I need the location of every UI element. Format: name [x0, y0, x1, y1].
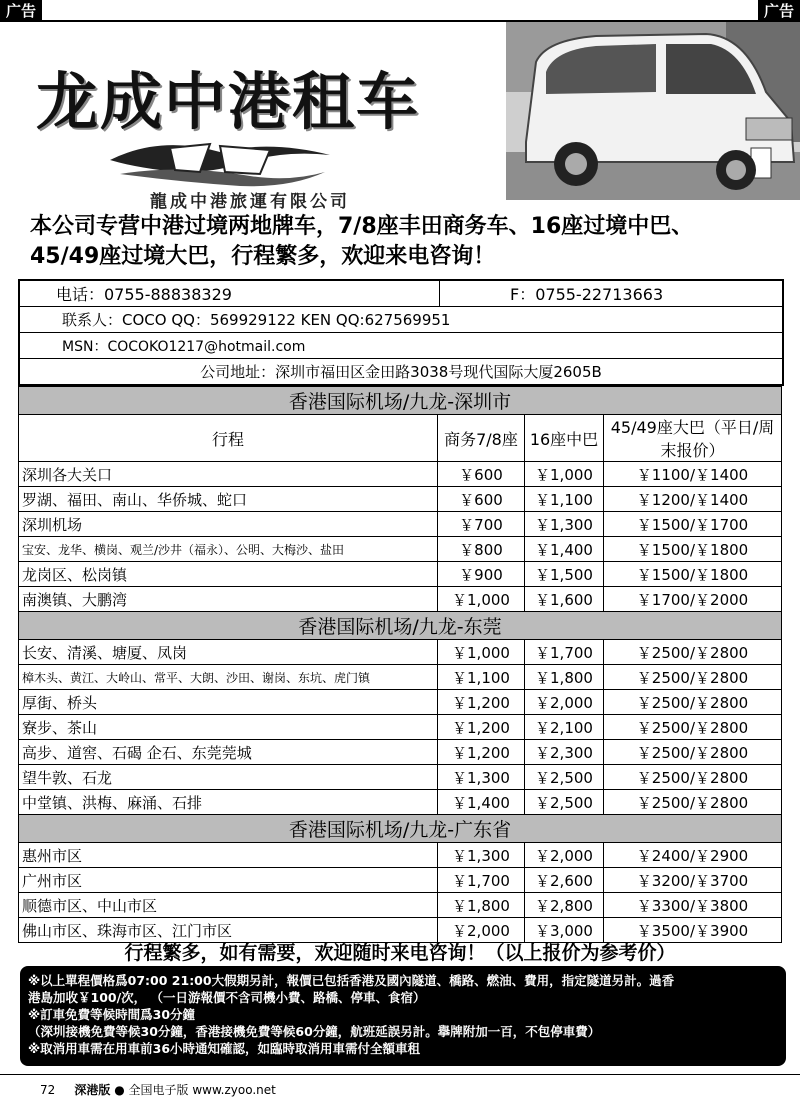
price-minibus: ￥3,000: [525, 918, 604, 943]
column-minibus: 16座中巴: [525, 415, 604, 462]
price-minibus: ￥1,500: [525, 562, 604, 587]
enquiry-line: 行程繁多，如有需要，欢迎随时来电咨询！（以上报价为参考价）: [124, 942, 676, 964]
price-coach: ￥1700/￥2000: [604, 587, 782, 612]
route-cell: 罗湖、福田、南山、华侨城、蛇口: [19, 487, 438, 512]
terms-notes: [20, 966, 786, 1066]
price-business: ￥1,300: [438, 843, 525, 868]
price-coach: ￥2500/￥2800: [604, 765, 782, 790]
contact-row-phone: [20, 281, 782, 307]
route-cell: 宝安、龙华、横岗、观兰/沙井（福永）、公明、大梅沙、盐田: [19, 537, 438, 562]
section-header: [19, 612, 782, 640]
price-coach: ￥2500/￥2800: [604, 665, 782, 690]
table-row: [19, 512, 782, 537]
route-cell: 深圳机场: [19, 512, 438, 537]
page-footer: [0, 1074, 800, 1098]
page-number: 72: [40, 1083, 56, 1097]
price-business: ￥1,800: [438, 893, 525, 918]
route-cell: 顺德市区、中山市区: [19, 893, 438, 918]
table-row: [19, 868, 782, 893]
price-minibus: ￥2,500: [525, 790, 604, 815]
note-line: ※以上單程價格爲07:00 21:00大假期另計，報價已包括香港及國內隧道、橋路、燃油、費用，指定隧道另計。過香: [28, 973, 675, 988]
price-minibus: ￥1,600: [525, 587, 604, 612]
ad-label-left: 广告: [0, 0, 42, 22]
contact-msn: MSN：COCOKO1217@hotmail.com: [62, 338, 306, 355]
price-minibus: ￥2,100: [525, 715, 604, 740]
price-minibus: ￥1,000: [525, 462, 604, 487]
price-business: ￥1,100: [438, 665, 525, 690]
price-minibus: ￥1,700: [525, 640, 604, 665]
price-coach: ￥2400/￥2900: [604, 843, 782, 868]
contact-row-people: [20, 307, 782, 333]
table-row: [19, 740, 782, 765]
intro-text: [30, 212, 790, 272]
brand-title: 龙成中港租车: [36, 65, 421, 138]
price-coach: ￥3300/￥3800: [604, 893, 782, 918]
table-row: [19, 790, 782, 815]
price-coach: ￥2500/￥2800: [604, 715, 782, 740]
section-header: [19, 387, 782, 415]
price-business: ￥1,000: [438, 587, 525, 612]
intro-line-2: 45/49座过境大巴，行程繁多，欢迎来电咨询！: [30, 244, 496, 269]
column-header-row: [19, 415, 782, 462]
contact-row-msn: [20, 333, 782, 359]
table-row: [19, 690, 782, 715]
price-business: ￥2,000: [438, 918, 525, 943]
price-business: ￥1,200: [438, 740, 525, 765]
price-coach: ￥2500/￥2800: [604, 790, 782, 815]
price-business: ￥1,300: [438, 765, 525, 790]
section-title: 香港国际机场/九龙-广东省: [19, 815, 782, 843]
route-cell: 厚街、桥头: [19, 690, 438, 715]
price-coach: ￥1500/￥1700: [604, 512, 782, 537]
route-cell: 深圳各大关口: [19, 462, 438, 487]
price-minibus: ￥2,500: [525, 765, 604, 790]
price-coach: ￥1500/￥1800: [604, 562, 782, 587]
ad-label-right: 广告: [758, 0, 800, 22]
route-cell: 广州市区: [19, 868, 438, 893]
route-cell: 樟木头、黄江、大岭山、常平、大朗、沙田、谢岗、东坑、虎门镇: [19, 665, 438, 690]
route-cell: 寮步、茶山: [19, 715, 438, 740]
note-line: ※訂車免費等候時間爲30分鐘: [28, 1007, 196, 1022]
section-header: [19, 815, 782, 843]
table-row: [19, 562, 782, 587]
note-line: （深圳接機免費等候30分鐘，香港接機免費等候60分鐘，航班延誤另計。擧牌附加一百，不包停車費）: [28, 1024, 601, 1039]
table-row: [19, 462, 782, 487]
edition-label: 深港版: [74, 1083, 111, 1097]
price-minibus: ￥1,100: [525, 487, 604, 512]
route-cell: 佛山市区、珠海市区、江门市区: [19, 918, 438, 943]
table-row: [19, 487, 782, 512]
price-coach: ￥2500/￥2800: [604, 690, 782, 715]
price-minibus: ￥1,800: [525, 665, 604, 690]
price-table: [18, 386, 782, 943]
price-business: ￥700: [438, 512, 525, 537]
column-route: 行程: [19, 415, 438, 462]
note-line: ※取消用車需在用車前36小時通知確認，如臨時取消用車需付全額車租: [28, 1041, 421, 1056]
column-coach: 45/49座大巴（平日/周末报价）: [604, 415, 782, 462]
price-minibus: ￥1,400: [525, 537, 604, 562]
price-minibus: ￥2,600: [525, 868, 604, 893]
price-business: ￥1,000: [438, 640, 525, 665]
phone-number: 电话：0755-88838329: [20, 281, 440, 306]
price-business: ￥1,200: [438, 690, 525, 715]
contact-people: 联系人：COCO QQ：569929122 KEN QQ:627569951: [62, 311, 451, 329]
price-business: ￥800: [438, 537, 525, 562]
table-row: [19, 665, 782, 690]
price-minibus: ￥2,300: [525, 740, 604, 765]
van-photo: [506, 22, 800, 200]
route-cell: 中堂镇、洪梅、麻涌、石排: [19, 790, 438, 815]
price-coach: ￥2500/￥2800: [604, 640, 782, 665]
table-row: [19, 843, 782, 868]
company-address: 公司地址：深圳市福田区金田路3038号现代国际大厦2605B: [200, 363, 602, 381]
price-coach: ￥1100/￥1400: [604, 462, 782, 487]
company-name: 龍成中港旅運有限公司: [150, 192, 350, 212]
contact-box: [18, 279, 784, 386]
price-business: ￥900: [438, 562, 525, 587]
site-label: 全国电子版 www.zyoo.net: [128, 1083, 276, 1097]
price-minibus: ￥1,300: [525, 512, 604, 537]
fax-number: F：0755-22713663: [510, 285, 664, 304]
table-row: [19, 893, 782, 918]
route-cell: 望牛敦、石龙: [19, 765, 438, 790]
price-business: ￥600: [438, 487, 525, 512]
table-row: [19, 537, 782, 562]
column-business: 商务7/8座: [438, 415, 525, 462]
table-row: [19, 640, 782, 665]
route-cell: 惠州市区: [19, 843, 438, 868]
price-coach: ￥1200/￥1400: [604, 487, 782, 512]
intro-line-1: 本公司专营中港过境两地牌车，7/8座丰田商务车、16座过境中巴、: [30, 214, 694, 239]
price-minibus: ￥2,800: [525, 893, 604, 918]
dot-icon: ●: [114, 1083, 125, 1097]
price-business: ￥600: [438, 462, 525, 487]
section-title: 香港国际机场/九龙-东莞: [19, 612, 782, 640]
price-coach: ￥3200/￥3700: [604, 868, 782, 893]
price-business: ￥1,700: [438, 868, 525, 893]
route-cell: 南澳镇、大鹏湾: [19, 587, 438, 612]
contact-row-address: [20, 359, 782, 384]
route-cell: 龙岗区、松岗镇: [19, 562, 438, 587]
price-coach: ￥2500/￥2800: [604, 740, 782, 765]
price-coach: ￥3500/￥3900: [604, 918, 782, 943]
route-cell: 长安、清溪、塘厦、凤岗: [19, 640, 438, 665]
price-coach: ￥1500/￥1800: [604, 537, 782, 562]
price-minibus: ￥2,000: [525, 690, 604, 715]
section-title: 香港国际机场/九龙-深圳市: [19, 387, 782, 415]
price-minibus: ￥2,000: [525, 843, 604, 868]
price-business: ￥1,400: [438, 790, 525, 815]
table-row: [19, 715, 782, 740]
price-business: ￥1,200: [438, 715, 525, 740]
route-cell: 高步、道窖、石碣 企石、东莞莞城: [19, 740, 438, 765]
table-row: [19, 765, 782, 790]
note-line: 港島加收￥100/次， （一日游報價不含司機小費、路橋、停車、食宿）: [28, 990, 426, 1005]
swoosh-logo-icon: [100, 130, 340, 190]
table-row: [19, 587, 782, 612]
